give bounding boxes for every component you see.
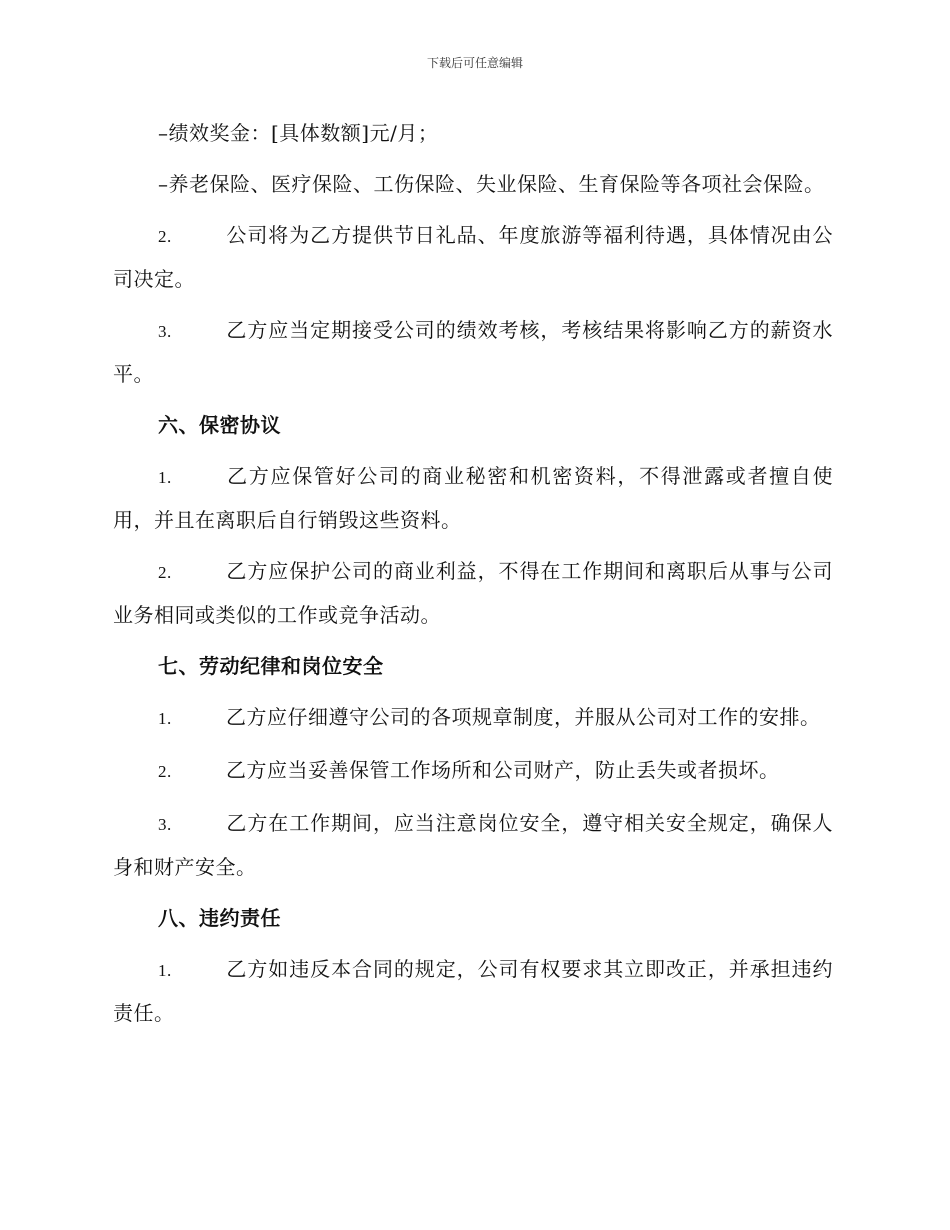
section5-item-2 <box>113 214 833 300</box>
item-text: 乙方应保护公司的商业利益，不得在工作期间和离职后从事与公司业务相同或类似的工作或竞争活动。 <box>113 559 833 627</box>
section7-item-1 <box>113 696 833 740</box>
page-header: 下载后可任意编辑 <box>426 56 523 70</box>
item-text: 乙方应保管好公司的商业秘密和机密资料，不得泄露或者擅自使用，并且在离职后自行销毁这些资料。 <box>113 464 833 532</box>
item-number: 3. <box>158 815 172 834</box>
item-number: 1. <box>158 468 172 487</box>
section8-item-1 <box>113 948 833 1034</box>
section7-item-2 <box>113 749 833 793</box>
section6-item-1 <box>113 455 833 541</box>
section6-item-2 <box>113 550 833 636</box>
section7-heading: 七、劳动纪律和岗位安全 <box>158 654 384 678</box>
item-text: 乙方如违反本合同的规定，公司有权要求其立即改正，并承担违约责任。 <box>113 957 833 1025</box>
item-number: 1. <box>158 961 172 980</box>
bullet-social-insurance: –养老保险、医疗保险、工伤保险、失业保险、生育保险等各项社会保险。 <box>158 172 825 196</box>
section7-item-3 <box>113 802 833 888</box>
item-number: 2. <box>158 227 172 246</box>
item-text: 乙方应当定期接受公司的绩效考核，考核结果将影响乙方的薪资水平。 <box>113 318 833 386</box>
section6-heading: 六、保密协议 <box>158 413 281 437</box>
document-body <box>113 112 833 1043</box>
section8-heading: 八、违约责任 <box>158 906 281 930</box>
item-number: 3. <box>158 322 172 341</box>
bullet-performance-bonus: –绩效奖金：[具体数额]元/月； <box>158 121 439 145</box>
item-number: 2. <box>158 563 172 582</box>
item-number: 1. <box>158 709 172 728</box>
item-number: 2. <box>158 762 172 781</box>
section5-item-3 <box>113 309 833 395</box>
item-text: 公司将为乙方提供节日礼品、年度旅游等福利待遇，具体情况由公司决定。 <box>113 223 833 291</box>
item-text: 乙方在工作期间，应当注意岗位安全，遵守相关安全规定，确保人身和财产安全。 <box>113 811 833 879</box>
item-text: 乙方应当妥善保管工作场所和公司财产，防止丢失或者损坏。 <box>226 758 780 782</box>
item-text: 乙方应仔细遵守公司的各项规章制度，并服从公司对工作的安排。 <box>226 705 821 729</box>
